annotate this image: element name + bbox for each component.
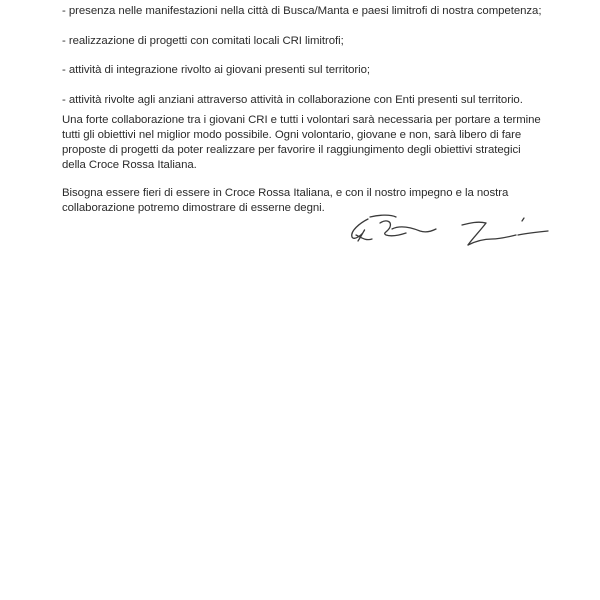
paragraph-line: Una forte collaborazione tra i giovani CRI e tutti i volontari sarà necessaria per portare a termine — [62, 114, 541, 126]
paragraph-line: proposte di progetti da poter realizzare per favorire il raggiungimento degli obiettivi strategici — [62, 144, 521, 156]
paragraph-line: tutti gli obiettivi nel miglior modo possibile. Ogni volontario, giovane e non, sarà libero di fare — [62, 129, 522, 141]
paragraph-line: della Croce Rossa Italiana. — [62, 159, 197, 171]
paragraph-collaboration — [62, 113, 562, 173]
paragraph-line: collaborazione potremo dimostrare di esserne degni. — [62, 202, 325, 214]
handwritten-signature — [340, 205, 555, 255]
bullet-item-projects: - realizzazione di progetti con comitati locali CRI limitrofi; — [62, 35, 344, 47]
bullet-item-events: - presenza nelle manifestazioni nella città di Busca/Manta e paesi limitrofi di nostra competenza; — [62, 5, 542, 17]
bullet-item-youth-integration: - attività di integrazione rivolto ai giovani presenti sul territorio; — [62, 64, 370, 76]
paragraph-line: Bisogna essere fieri di essere in Croce Rossa Italiana, e con il nostro impegno e la nostra — [62, 187, 509, 199]
bullet-item-elderly-activities: - attività rivolte agli anziani attraverso attività in collaborazione con Enti presenti sul territorio. — [62, 94, 523, 106]
